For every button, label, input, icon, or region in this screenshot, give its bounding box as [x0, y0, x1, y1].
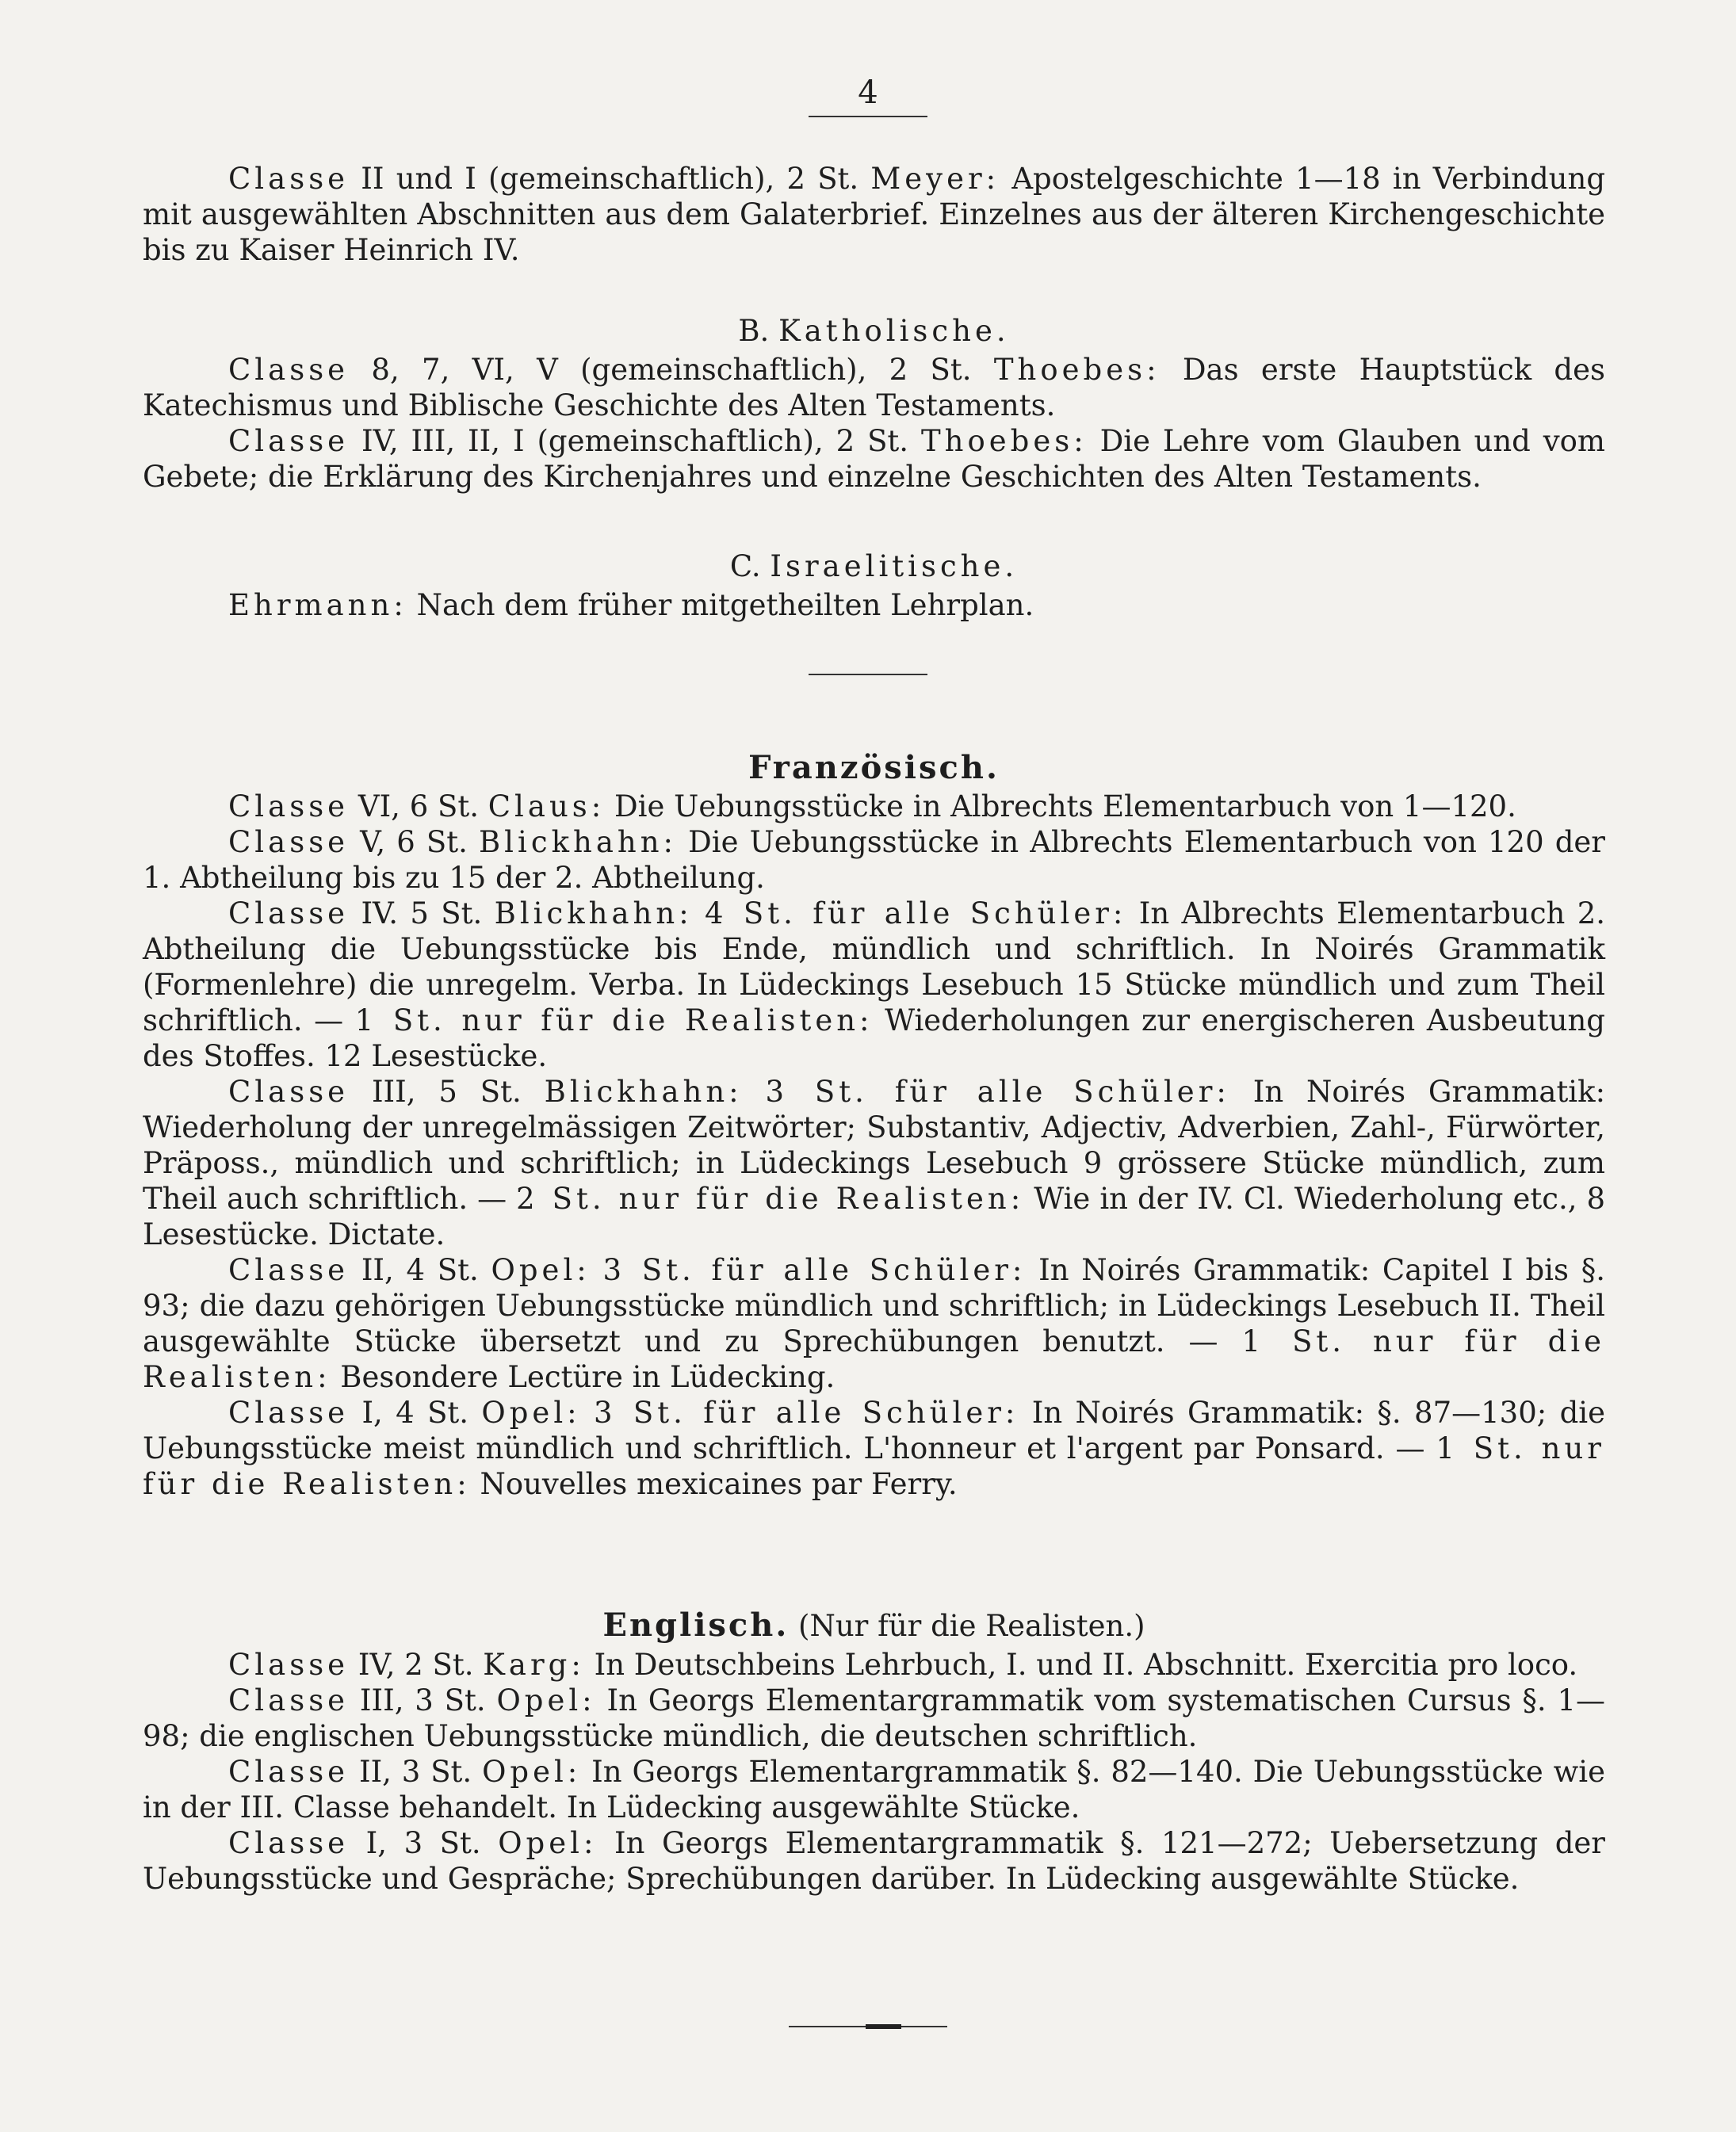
heading-title: Englisch.: [602, 1607, 790, 1644]
classe-hours: II und I (gemeinschaftlich), 2 St.: [361, 162, 859, 196]
classe-label: Classe: [228, 353, 350, 387]
classe-hours: IV, III, II, I (gemeinschaftlich), 2 St.: [361, 424, 909, 458]
paragraph-en-i: [143, 1825, 1605, 1897]
heading-title: Katholische.: [778, 314, 1010, 348]
classe-label: Classe: [228, 825, 350, 859]
religion-israelitisch-section: [143, 548, 1605, 623]
teacher-name: Opel:: [491, 1253, 591, 1287]
paragraph-text: In Georgs Elementargrammatik §. 121—272; Uebersetzung der Uebungsstücke und Gespräche; Sprechübungen darüber. In Lüdecking ausgewählte Stücke.: [143, 1826, 1605, 1896]
classe-label: Classe: [228, 1648, 350, 1682]
teacher-name: Claus:: [488, 789, 606, 823]
heading-prefix: C.: [729, 549, 761, 583]
paragraph-text-2: Wiederholungen zur energischeren Ausbeutung des Stoffes. 12 Lesestücke.: [143, 1003, 1605, 1073]
paragraph-text: In Deutschbeins Lehrbuch, I. und II. Abschnitt. Exercitia pro loco.: [594, 1648, 1578, 1682]
paragraph-text: Das erste Hauptstück des Katechismus und Biblische Geschichte des Alten Testaments.: [143, 353, 1606, 422]
classe-hours: IV. 5 St.: [361, 896, 483, 930]
classe-hours: IV, 2 St.: [358, 1648, 474, 1682]
section-heading-englisch: [143, 1607, 1605, 1644]
teacher-name: Opel:: [482, 1755, 582, 1789]
classe-hours: V, 6 St.: [360, 825, 468, 859]
paragraph-text: In Albrechts Elementarbuch 2. Abtheilung die Uebungsstücke bis Ende, mündlich und schriftlich. In Noirés Grammatik (Formenlehre) die unregelm. Verba. In Lüdeckings Lesebuch 15 Stücke mündlich und zum Theil schriftlich. —: [143, 896, 1606, 1037]
classe-hours: III, 3 St.: [359, 1683, 486, 1717]
paragraph-text: Die Uebungsstücke in Albrechts Elementarbuch von 1—120.: [614, 789, 1516, 823]
all-students-label: 3 St. für alle Schüler:: [765, 1075, 1230, 1109]
paragraph-fr-v: [143, 824, 1605, 896]
paragraph-fr-iv: [143, 896, 1605, 1074]
classe-label: Classe: [228, 1075, 350, 1109]
classe-label: Classe: [228, 1683, 350, 1717]
heading-title: Israelitische.: [770, 549, 1019, 583]
paragraph-text-2: Besondere Lectüre in Lüdecking.: [340, 1360, 835, 1394]
paragraph-en-iii: [143, 1683, 1605, 1754]
teacher-name: Opel:: [481, 1396, 581, 1430]
religion-evangelisch-section: [143, 161, 1605, 268]
paragraph-text: Nach dem früher mitgetheilten Lehrplan.: [416, 588, 1034, 622]
paragraph-classe-ii-i: [143, 161, 1605, 268]
paragraph-fr-vi: [143, 789, 1605, 824]
classe-label: Classe: [228, 896, 350, 930]
classe-label: Classe: [228, 162, 350, 196]
section-heading-israelitisch: [143, 548, 1605, 584]
all-students-label: 4 St. für alle Schüler:: [705, 896, 1127, 930]
teacher-name: Karg:: [483, 1648, 585, 1682]
classe-label: Classe: [228, 1396, 350, 1430]
paragraph-kath-8-v: [143, 352, 1605, 423]
paragraph-text: Apostelgeschichte 1—18 in Verbindung mit ausgewählten Abschnitten aus dem Galaterbrief. Einzelnes aus der älteren Kirchengeschichte bis zu Kaiser Heinrich IV.: [143, 162, 1606, 267]
paragraph-fr-i: [143, 1395, 1605, 1502]
paragraph-text: In Noirés Grammatik: §. 87—130; die Uebungsstücke meist mündlich und schriftlich. L'honneur et l'argent par Ponsard. —: [143, 1396, 1605, 1465]
paragraph-text-2: Wie in der IV. Cl. Wiederholung etc., 8 Lesestücke. Dictate.: [143, 1182, 1606, 1251]
classe-label: Classe: [228, 1253, 350, 1287]
englisch-section: [143, 1607, 1605, 1897]
teacher-name: Ehrmann:: [228, 588, 407, 622]
teacher-name: Thoebes:: [920, 424, 1088, 458]
realisten-label: 1 St. nur für die Realisten:: [354, 1003, 874, 1037]
paragraph-fr-iii: [143, 1074, 1605, 1252]
teacher-name: Blickhahn:: [544, 1075, 743, 1109]
classe-hours: I, 3 St.: [365, 1826, 481, 1860]
classe-label: Classe: [228, 1755, 350, 1789]
page-number: 4: [809, 73, 927, 117]
realisten-label: 2 St. nur für die Realisten:: [516, 1182, 1025, 1216]
end-rule-mark: [866, 2024, 901, 2029]
paragraph-en-iv: [143, 1647, 1605, 1683]
section-divider: [809, 674, 927, 675]
teacher-name: Thoebes:: [993, 353, 1161, 387]
paragraph-text: In Georgs Elementargrammatik vom systematischen Cursus §. 1—98; die englischen Uebungsstücke mündlich, die deutschen schriftlich.: [143, 1683, 1606, 1753]
paragraph-text: Die Uebungsstücke in Albrechts Elementarbuch von 120 der 1. Abtheilung bis zu 15 der 2. Abtheilung.: [143, 825, 1605, 895]
classe-label: Classe: [228, 424, 350, 458]
franzoesisch-section: [143, 750, 1605, 1502]
classe-hours: III, 5 St.: [371, 1075, 522, 1109]
paragraph-israelitisch: [143, 587, 1605, 623]
teacher-name: Meyer:: [870, 162, 1000, 196]
realisten-label: 1 St. nur für die Realisten:: [143, 1324, 1605, 1394]
paragraph-text: In Noirés Grammatik: Capitel I bis §. 93; die dazu gehörigen Uebungsstücke mündlich und schriftlich; in Lüdeckings Lesebuch II. Theil ausgewählte Stücke übersetzt und zu Sprechübungen benutzt. —: [143, 1253, 1605, 1358]
classe-hours: I, 4 St.: [361, 1396, 469, 1430]
teacher-name: Blickhahn:: [478, 825, 677, 859]
classe-hours: II, 4 St.: [361, 1253, 479, 1287]
paragraph-text: In Georgs Elementargrammatik §. 82—140. Die Uebungsstücke wie in der III. Classe behandelt. In Lüdecking ausgewählte Stücke.: [143, 1755, 1606, 1824]
teacher-name: Opel:: [498, 1826, 598, 1860]
heading-prefix: B.: [738, 314, 770, 348]
paragraph-fr-ii: [143, 1252, 1605, 1395]
heading-note: (Nur für die Realisten.): [798, 1609, 1145, 1643]
realisten-label: 1 St. nur für die Realisten:: [143, 1431, 1605, 1501]
all-students-label: 3 St. für alle Schüler:: [593, 1396, 1019, 1430]
paragraph-text: Die Lehre vom Glauben und vom Gebete; die Erklärung des Kirchenjahres und einzelne Geschichten des Alten Testaments.: [143, 424, 1606, 494]
paragraph-text: In Noirés Grammatik: Wiederholung der unregelmässigen Zeitwörter; Substantiv, Adjectiv, Adverbien, Zahl-, Fürwörter, Präposs., mündlich und schriftlich; in Lüdeckings Lesebuch 9 grössere Stücke mündlich, zum Theil auch schriftlich. —: [143, 1075, 1606, 1216]
section-heading-franzoesisch: Französisch.: [748, 749, 1000, 786]
teacher-name: Opel:: [496, 1683, 596, 1717]
paragraph-en-ii: [143, 1754, 1605, 1825]
classe-label: Classe: [228, 1826, 350, 1860]
all-students-label: 3 St. für alle Schüler:: [602, 1253, 1027, 1287]
religion-katholisch-section: [143, 313, 1605, 495]
section-heading-katholisch: [143, 313, 1605, 349]
classe-label: Classe: [228, 789, 350, 823]
classe-hours: II, 3 St.: [358, 1755, 472, 1789]
paragraph-text-2: Nouvelles mexicaines par Ferry.: [480, 1467, 958, 1501]
classe-hours: 8, 7, VI, V (gemeinschaftlich), 2 St.: [371, 353, 972, 387]
teacher-name: Blickhahn:: [494, 896, 693, 930]
classe-hours: VI, 6 St.: [358, 789, 479, 823]
paragraph-kath-iv-i: [143, 423, 1605, 495]
